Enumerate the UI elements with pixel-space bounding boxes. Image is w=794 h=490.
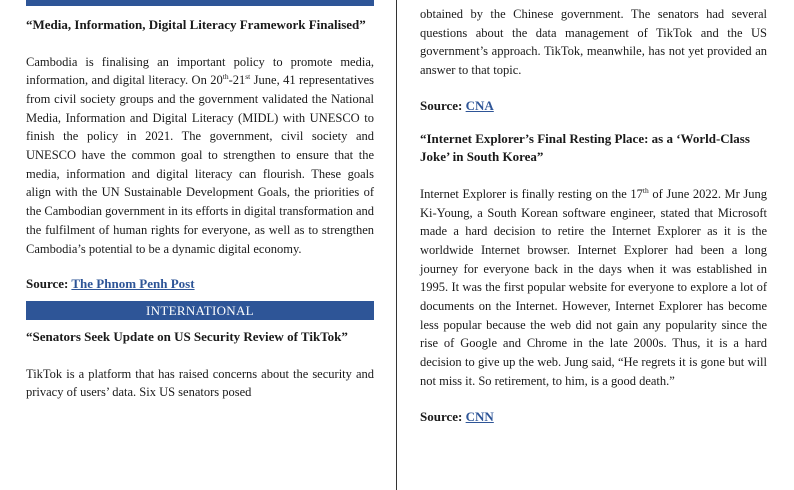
source-label: Source: bbox=[420, 97, 463, 113]
source-line-internet-explorer bbox=[420, 409, 767, 425]
section-header-international: INTERNATIONAL bbox=[26, 301, 374, 320]
article-body-tiktok: TikTok is a platform that has raised concerns about the security and privacy of users’ data. Six US senators posed bbox=[26, 366, 374, 400]
ordinal-suffix: st bbox=[245, 72, 251, 82]
article-body-tiktok-continued: obtained by the Chinese government. The senators had several questions about the data management of TikTok and the US government’s approach. TikTok, meanwhile, has not yet provided an answer to that topic. bbox=[420, 7, 767, 78]
source-link-cnn[interactable]: CNN bbox=[465, 408, 494, 424]
source-line-tiktok bbox=[420, 98, 767, 114]
body-text-part: of June 2022. Mr Jung Ki-Young, a South Korean software engineer, stated that Microsoft made a hard decision to retire the Internet Explorer as it is the worldwide Internet browser. Internet Explorer had been a long journey for everyone back in the days when it was established in 1995. It was the first popular website for everyone to explore a lot of documents on the Internet. However, Internet Explorer has become less popular because the web did not gain any popularity since the rise of Google and Chrome in the late 2000s. Thus, it is a hard decision to give up the web. Jung said, “He regrets it is gone but will not miss it. So retirement, to him, is a good death.” bbox=[420, 186, 768, 388]
ordinal-suffix: th bbox=[222, 72, 229, 82]
source-link-cna[interactable]: CNA bbox=[465, 97, 494, 113]
left-column bbox=[26, 0, 374, 402]
article-headline-internet-explorer: “Internet Explorer’s Final Resting Place: as a ‘World-Class Joke’ in South Korea” bbox=[420, 130, 750, 165]
source-label: Source: bbox=[420, 408, 463, 424]
source-line-media-literacy bbox=[26, 276, 374, 292]
column-divider bbox=[396, 0, 397, 490]
right-column bbox=[420, 0, 767, 425]
article-headline-tiktok: “Senators Seek Update on US Security Review of TikTok” bbox=[26, 329, 348, 345]
body-text-part: Cambodia is finalising an important policy to promote media, information, and digital literacy. On 20 bbox=[26, 54, 374, 88]
ordinal-suffix: th bbox=[642, 185, 649, 195]
source-label: Source: bbox=[26, 276, 69, 292]
article-body-media-literacy bbox=[26, 53, 374, 259]
article-body-internet-explorer bbox=[420, 185, 767, 391]
body-text-part: June, 41 representatives from civil society groups and the government validated the National Media, Information and Digital Literacy (MIDL) with UNESCO to finish the policy in 2021. The government, civil society and UNESCO have the common goal to strengthen to ensure that the media, information and digital literacy can flourish. These goals align with the UN Sustainable Development Goals, the priorities of the Cambodian government in its efforts in digital transformation and the fulfilment of human rights for everyone, as well as to strengthen Cambodia’s potential to be a dynamic digital economy. bbox=[26, 73, 374, 256]
body-text-part: -21 bbox=[228, 73, 246, 88]
source-link-phnom-penh-post[interactable]: The Phnom Penh Post bbox=[71, 276, 195, 292]
article-headline-media-literacy: “Media, Information, Digital Literacy Framework Finalised” bbox=[26, 17, 366, 32]
body-text-part: Internet Explorer is finally resting on the 17 bbox=[420, 186, 643, 201]
